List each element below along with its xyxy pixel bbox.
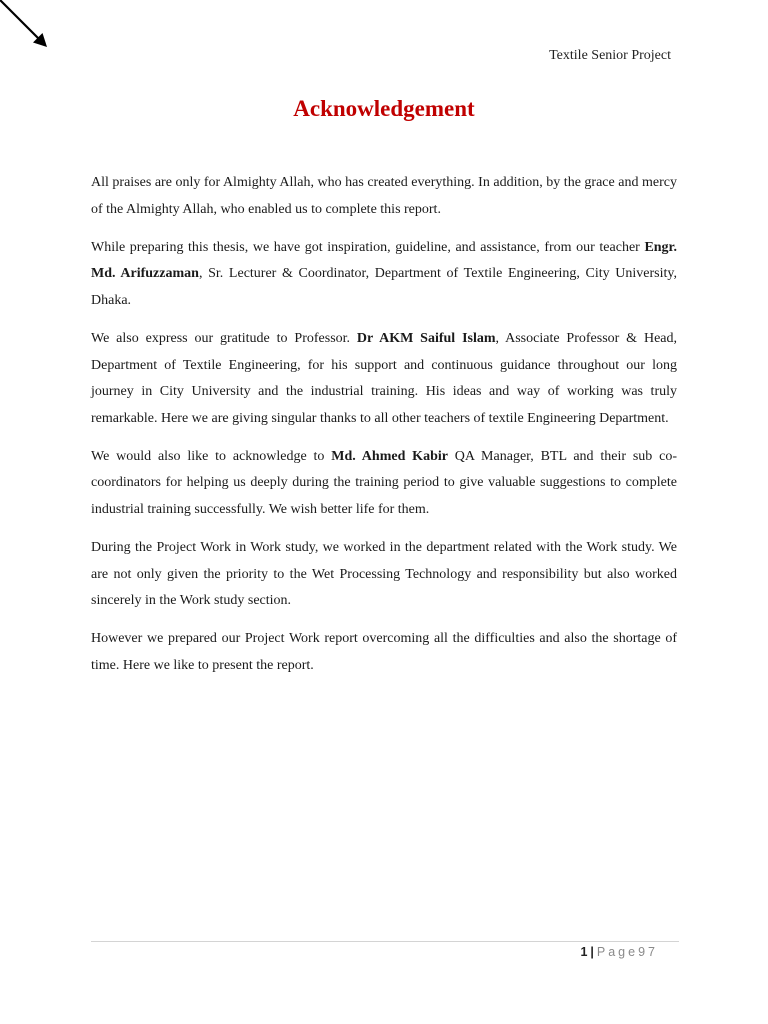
page-number: 1 xyxy=(580,945,588,959)
paragraph xyxy=(91,326,677,432)
acknowledgement-body xyxy=(91,170,677,691)
paragraph xyxy=(91,626,677,679)
text-run: , Associate Professor & Head, Department of Textile Engineering, for his support and continuous guidance throughout our long journey in City University and the industrial training. His ideas and way of working was truly remarkable. Here we are giving singular thanks to all other teachers of textile Engineering Department. xyxy=(91,330,677,426)
page-separator: | xyxy=(590,945,594,959)
page-footer xyxy=(580,942,658,962)
text-run: QA Manager, BTL and their sub co-coordinators for helping us deeply during the training period to give valuable suggestions to complete industrial training successfully. We wish better life for them. xyxy=(91,448,677,518)
paragraph xyxy=(91,170,677,223)
text-run: We also express our gratitude to Professor. xyxy=(91,330,357,346)
bold-name: Md. Ahmed Kabir xyxy=(331,448,448,464)
paragraph xyxy=(91,235,677,315)
paragraph xyxy=(91,535,677,615)
bold-name: Dr AKM Saiful Islam xyxy=(356,330,496,346)
text-run: , Sr. Lecturer & Coordinator, Department of Textile Engineering, City University, Dhaka. xyxy=(91,266,678,308)
text-run: During the Project Work in Work study, we worked in the department related with the Work study. We are not only given the priority to the Wet Processing Technology and responsibility but also worked sincerely in the Work study section. xyxy=(91,540,677,609)
running-header: Textile Senior Project xyxy=(549,48,671,63)
text-run: While preparing this thesis, we have got inspiration, guideline, and assistance, from our teacher xyxy=(91,239,645,255)
bold-name: Engr. Md. Arifuzzaman xyxy=(91,239,677,282)
text-run: We would also like to acknowledge to xyxy=(91,448,332,464)
text-run: However we prepared our Project Work report overcoming all the difficulties and also the shortage of time. Here we like to present the report. xyxy=(91,631,677,673)
text-run: All praises are only for Almighty Allah, who has created everything. In addition, by the grace and mercy of the Almighty Allah, who enabled us to complete this report. xyxy=(91,175,677,217)
page-label: Page xyxy=(596,945,639,959)
page-title: Acknowledgement xyxy=(293,96,475,121)
arrow-down-right-icon xyxy=(0,0,52,52)
paragraph xyxy=(91,444,677,524)
page-total: 97 xyxy=(638,945,658,959)
